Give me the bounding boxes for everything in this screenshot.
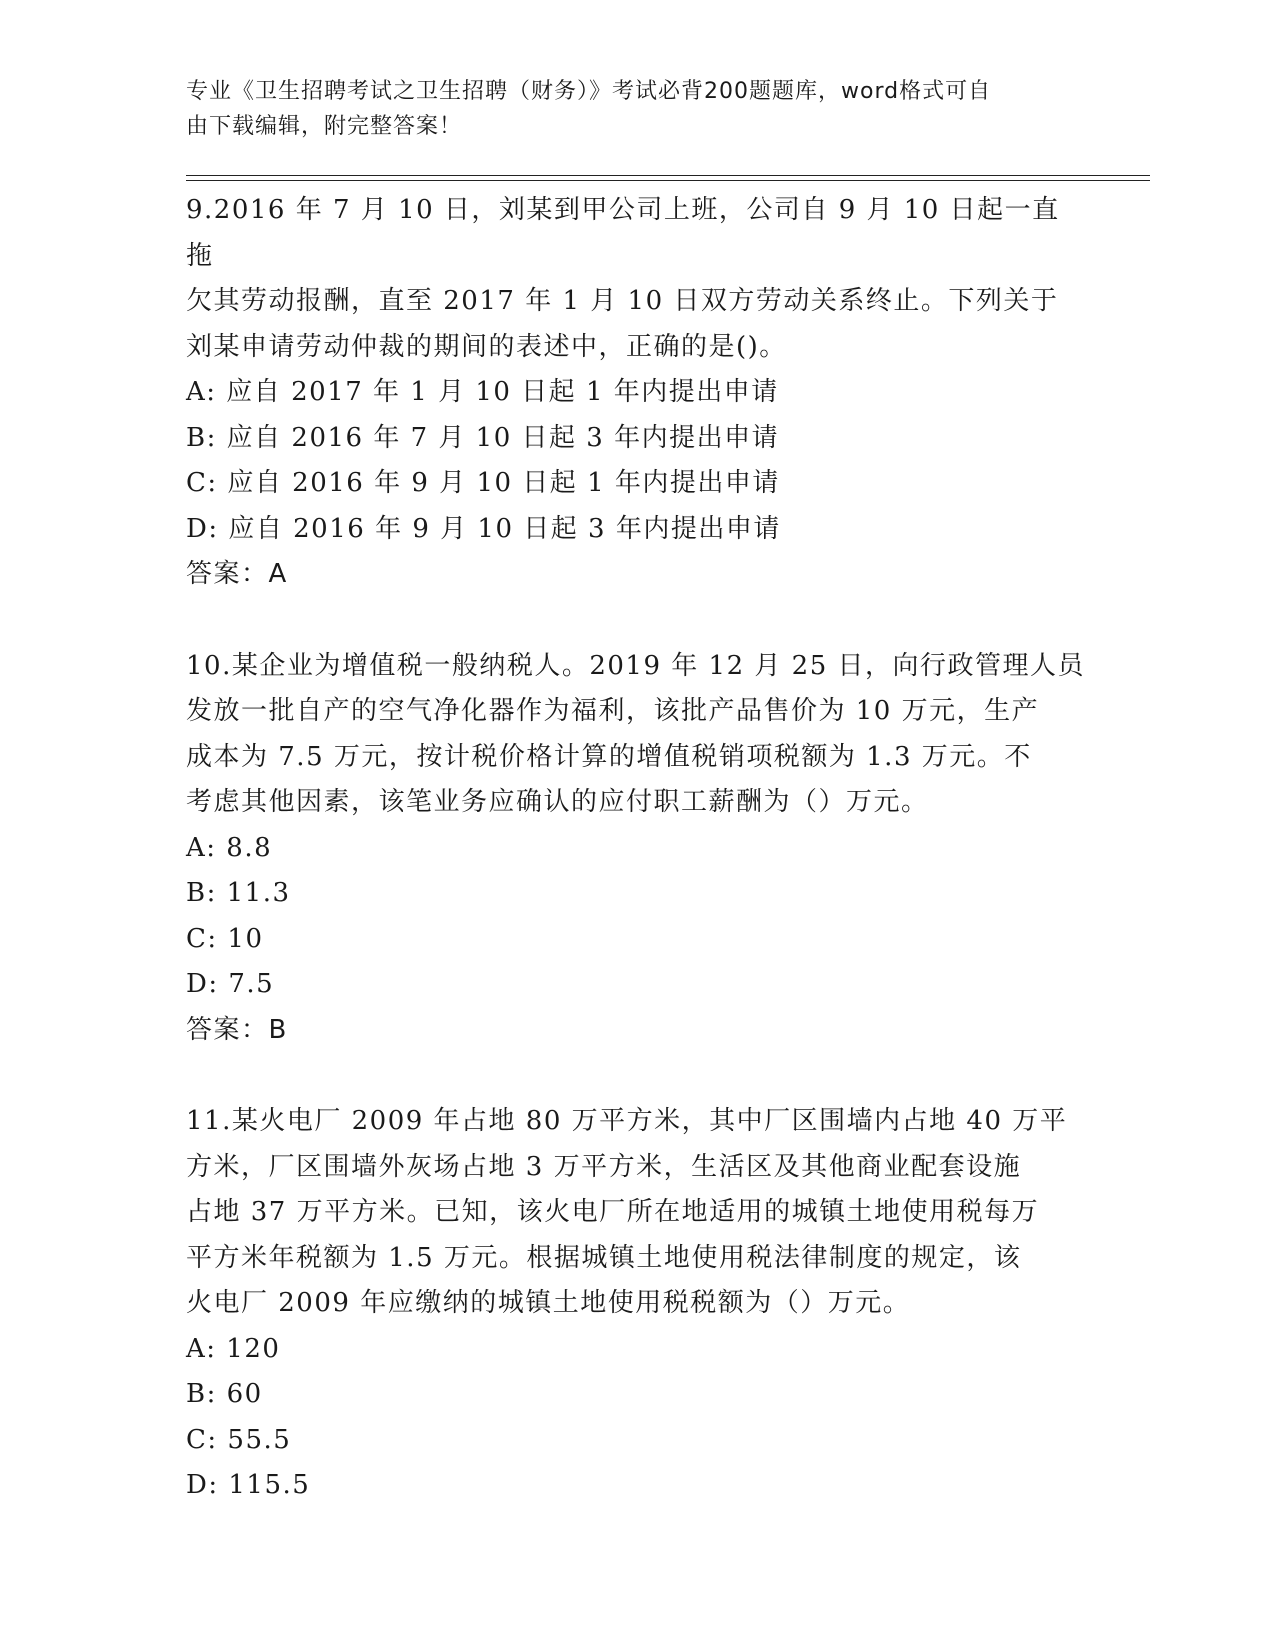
question-text xyxy=(186,188,1086,370)
question-line: 平方米年税额为 1.5 万元。根据城镇土地使用税法律制度的规定，该 xyxy=(186,1242,1022,1273)
option-d: D: 应自 2016 年 9 月 10 日起 3 年内提出申请 xyxy=(186,513,781,544)
option-b: B: 应自 2016 年 7 月 10 日起 3 年内提出申请 xyxy=(186,422,780,453)
question-list xyxy=(186,188,1086,1555)
question-line: 9.2016 年 7 月 10 日，刘某到甲公司上班，公司自 9 月 10 日起一直拖 xyxy=(186,195,1060,271)
document-header xyxy=(186,74,1066,144)
question-line: 11.某火电厂 2009 年占地 80 万平方米，其中厂区围墙内占地 40 万平 xyxy=(186,1106,1068,1136)
question-text xyxy=(186,644,1086,826)
question-9 xyxy=(186,188,1086,598)
question-10 xyxy=(186,644,1086,1054)
question-text xyxy=(186,1099,1086,1327)
question-line: 10.某企业为增值税一般纳税人。2019 年 12 月 25 日，向行政管理人员 xyxy=(186,650,1086,681)
question-line: 方米，厂区围墙外灰场占地 3 万平方米，生活区及其他商业配套设施 xyxy=(186,1151,1022,1182)
question-line: 考虑其他因素，该笔业务应确认的应付职工薪酬为（）万元。 xyxy=(186,787,929,817)
answer-line: 答案：A xyxy=(186,559,288,589)
option-c: C: 10 xyxy=(186,923,264,954)
option-d: D: 7.5 xyxy=(186,969,275,999)
option-a: A: 应自 2017 年 1 月 10 日起 1 年内提出申请 xyxy=(186,377,779,407)
question-line: 火电厂 2009 年应缴纳的城镇土地使用税税额为（）万元。 xyxy=(186,1288,911,1318)
question-line: 刘某申请劳动仲裁的期间的表述中，正确的是()。 xyxy=(186,331,787,362)
question-line: 发放一批自产的空气净化器作为福利，该批产品售价为 10 万元，生产 xyxy=(186,696,1040,726)
option-a: A: 8.8 xyxy=(186,832,273,863)
header-line-2: 由下载编辑，附完整答案！ xyxy=(186,114,463,139)
option-d: D: 115.5 xyxy=(186,1470,311,1500)
question-11 xyxy=(186,1099,1086,1509)
question-line: 占地 37 万平方米。已知，该火电厂所在地适用的城镇土地使用税每万 xyxy=(186,1197,1040,1227)
option-c: C: 55.5 xyxy=(186,1424,292,1455)
option-b: B: 60 xyxy=(186,1379,263,1409)
question-line: 成本为 7.5 万元，按计税价格计算的增值税销项税额为 1.3 万元。不 xyxy=(186,741,1032,772)
answer-line: 答案：B xyxy=(186,1014,288,1045)
option-c: C: 应自 2016 年 9 月 10 日起 1 年内提出申请 xyxy=(186,468,780,498)
header-divider-bottom xyxy=(186,180,1150,181)
header-divider-top xyxy=(186,175,1150,176)
header-line-1: 专业《卫生招聘考试之卫生招聘（财务）》考试必背200题题库，word格式可自 xyxy=(186,79,992,104)
option-b: B: 11.3 xyxy=(186,878,291,908)
question-line: 欠其劳动报酬，直至 2017 年 1 月 10 日双方劳动关系终止。下列关于 xyxy=(186,286,1059,316)
option-a: A: 120 xyxy=(186,1333,281,1364)
